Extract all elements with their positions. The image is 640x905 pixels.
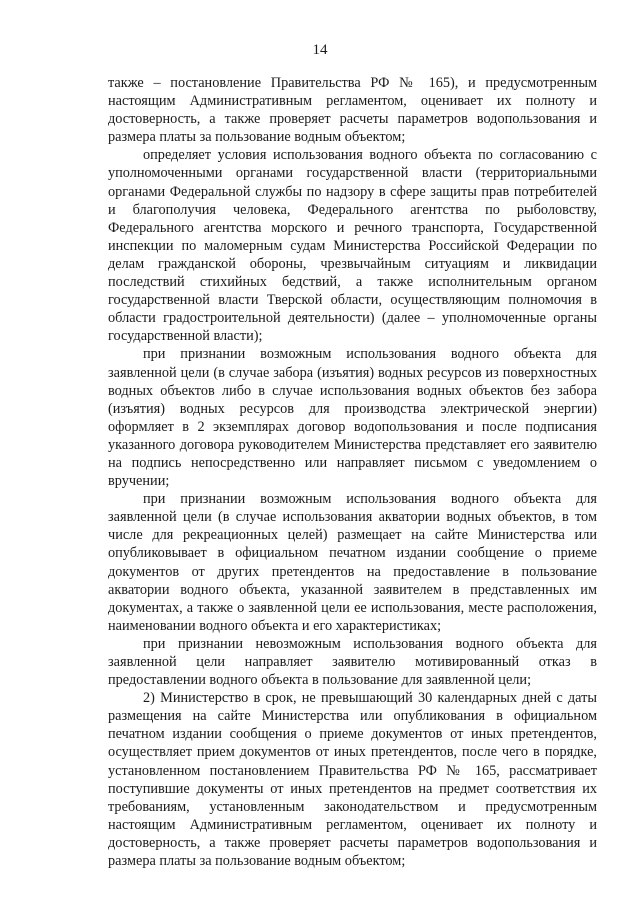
page-number: 14 [312, 42, 328, 58]
paragraph-refusal: при признании невозможным использования водного объекта для заявленной цели направляет заявителю мотивированный отказ в предоставлении водного объекта в пользование для заявленной цели; [108, 635, 597, 689]
paragraph-contract: при признании возможным использования водного объекта для заявленной цели (в случае забора (изъятия) водных ресурсов из поверхностных водных объектов либо в случае использования водных объектов без забора (изъятия) водных ресурсов для производства электрической энергии) оформляет в 2 экземплярах договор водопользования и после подписания указанного договора руководителем Министерства представляет его заявителю на подпись непосредственно или направляет письмом с уведомлением о вручении; [108, 346, 597, 490]
document-body [108, 74, 597, 870]
paragraph-publication: при признании возможным использования водного объекта для заявленной цели (в случае использования акватории водных объектов, в том числе для рекреационных целей) размещает на сайте Министерства или опубликовывает в официальном печатном издании сообщение о приеме документов от других претендентов на предоставление в пользование акватории водного объекта, указанной заявителем в представленных им документах, а также о заявленной цели ее использования, месте расположения, наименовании водного объекта и его характеристиках; [108, 491, 597, 634]
paragraph-conditions: определяет условия использования водного объекта по согласованию с уполномоченными органами государственной власти (территориальными органами Федеральной службы по надзору в сфере защиты прав потребителей и благополучия человека, Федерального агентства по рыболовству, Федерального агентства морского и речного транспорта, Государственной инспекции по маломерным судам Министерства Российской Федерации по делам гражданской обороны, чрезвычайным ситуациям и ликвидации последствий стихийных бедствий, а также исполнительным органом государственной власти Тверской области, осуществляющим полномочия в области градостроительной деятельности) (далее – уполномоченные органы государственной власти); [108, 147, 597, 345]
paragraph-item-2: 2) Министерство в срок, не превышающий 30 календарных дней с даты размещения на сайте Министерства или опубликования в официальном печатном издании сообщения о приеме документов от иных претендентов, осуществляет прием документов от иных претендентов, после чего в порядке, установленном постановлением Правительства РФ № 165, рассматривает поступившие документы от иных претендентов на предмет соответствия их требованиям, установленным законодательством и предусмотренным настоящим Административным регламентом, оценивает их полноту и достоверность, а также проверяет расчеты параметров водопользования и размера платы за пользование водным объектом; [108, 690, 597, 870]
paragraph-continuation: также – постановление Правительства РФ № 165), и предусмотренным настоящим Административным регламентом, оценивает их полноту и достоверность, а также проверяет расчеты параметров водопользования и размера платы за пользование водным объектом; [108, 75, 597, 146]
